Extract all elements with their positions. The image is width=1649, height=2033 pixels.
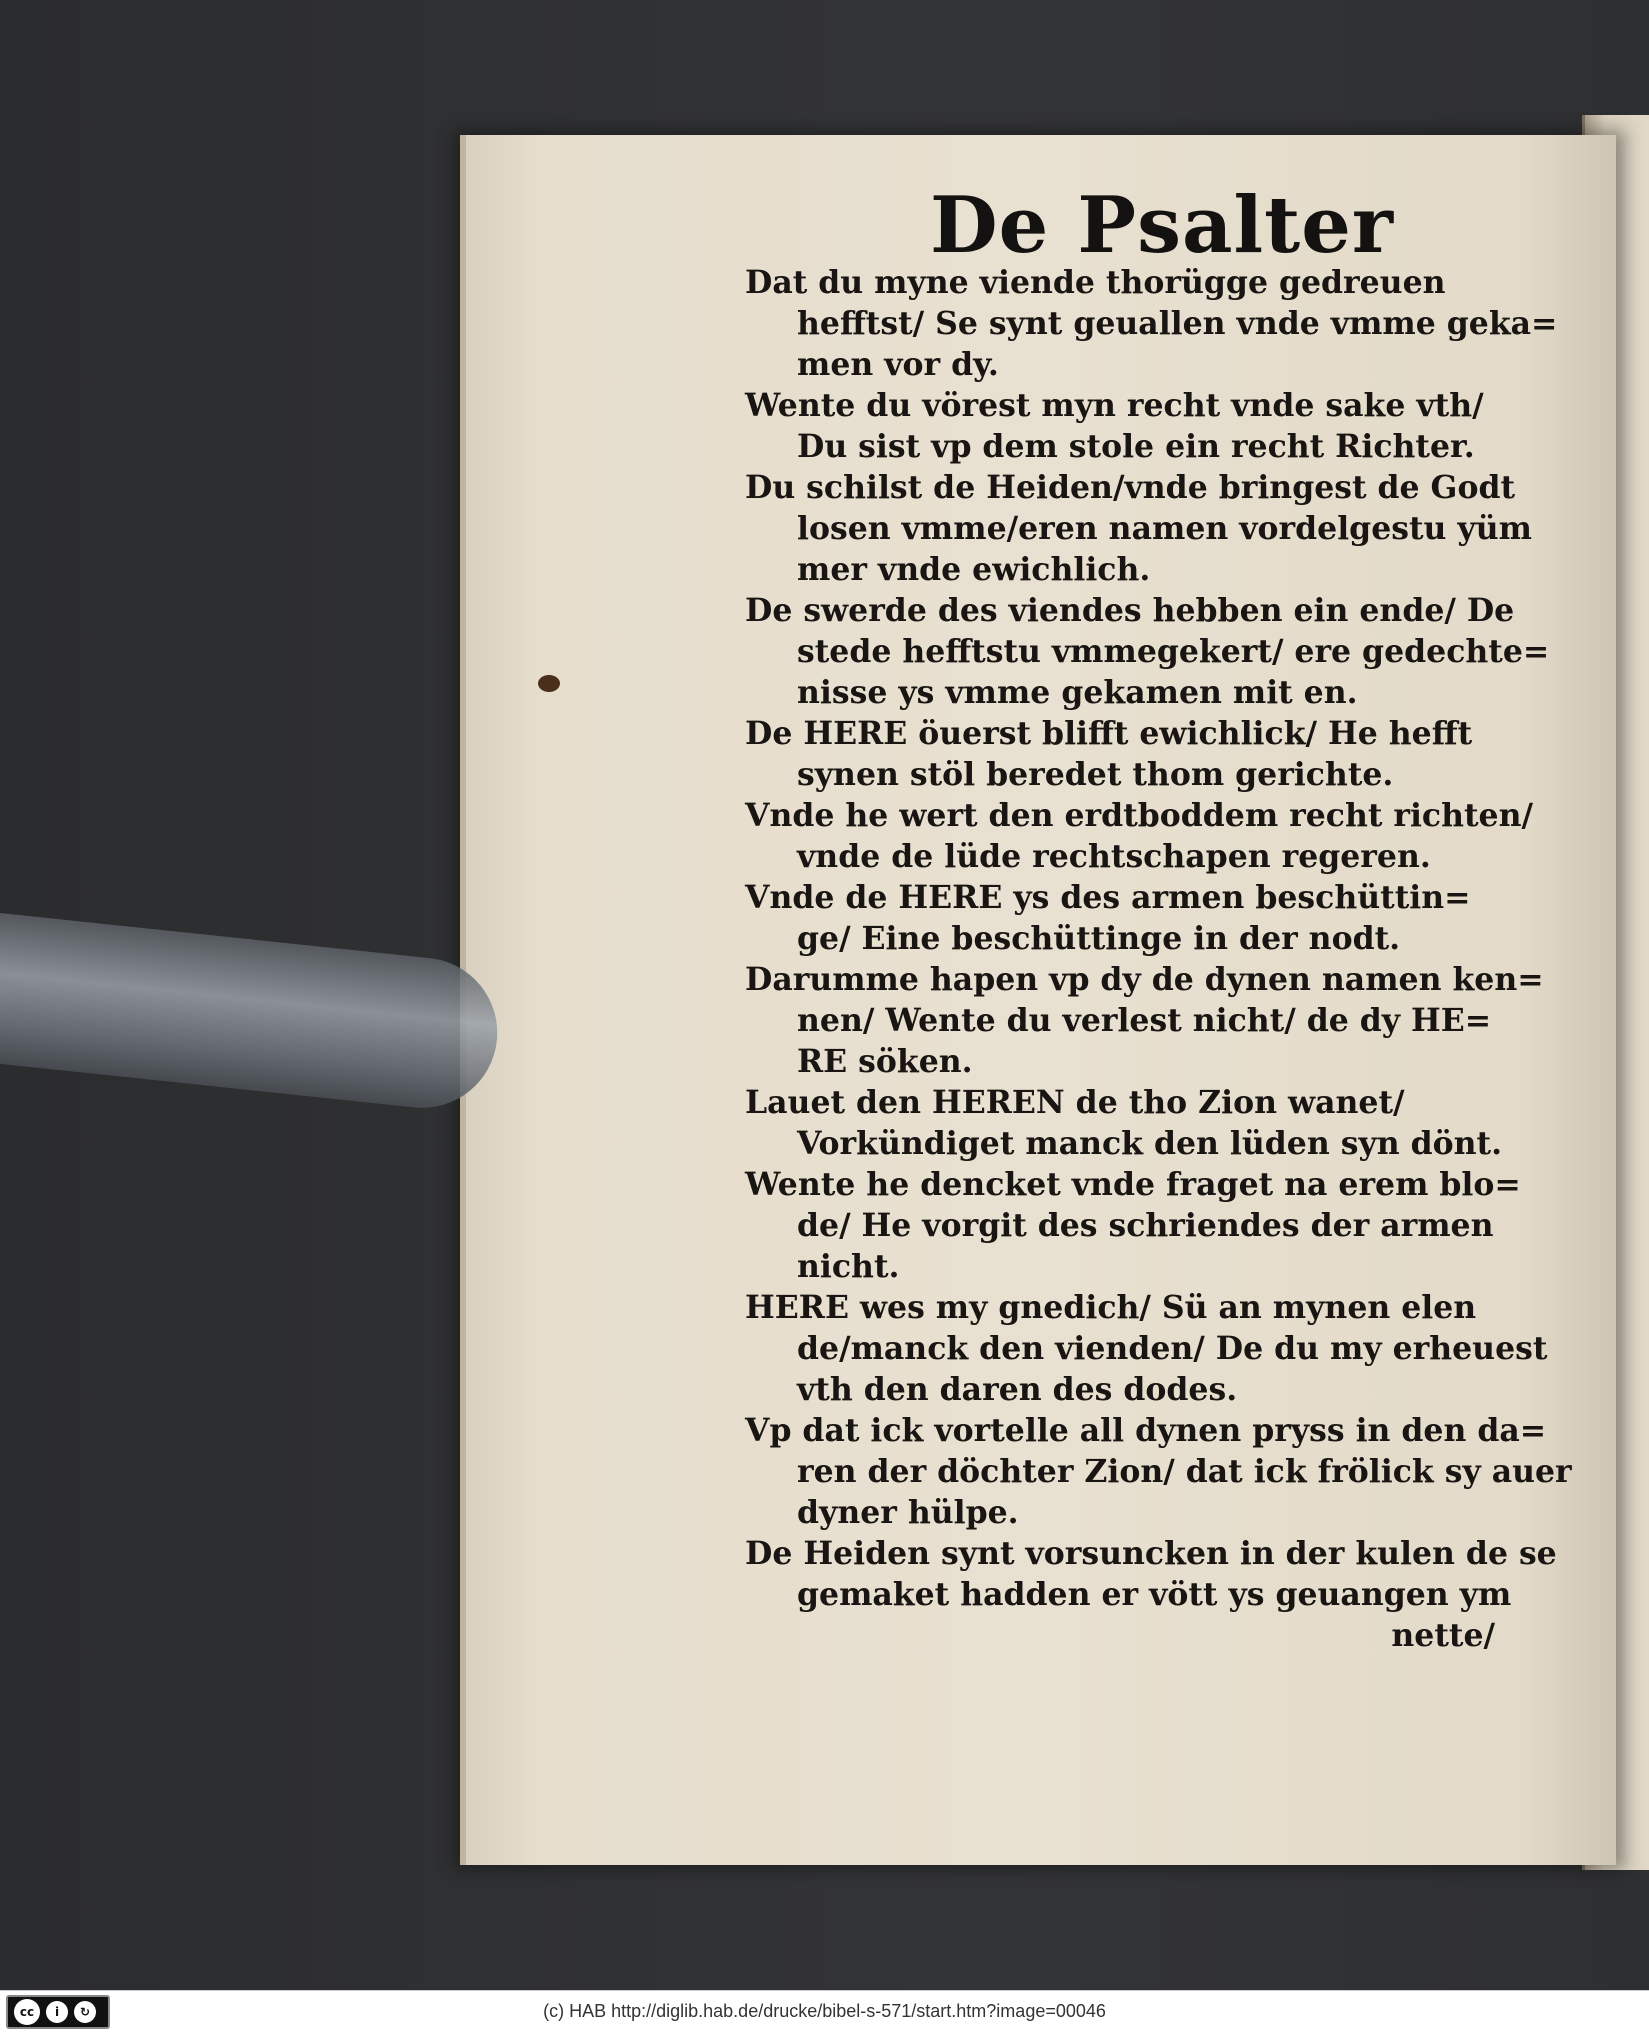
text-line: Vnde de HERE ys des armen beschüttin= [745, 879, 1471, 916]
text-line: nicht. [797, 1248, 900, 1285]
attribution-icon: i [46, 2001, 68, 2023]
text-line: mer vnde ewichlich. [797, 551, 1151, 588]
share-alike-icon: ↻ [74, 2001, 96, 2023]
text-line: Darumme hapen vp dy de dynen namen ken= [745, 961, 1544, 998]
text-line: Vp dat ick vortelle all dynen pryss in den da= [745, 1412, 1547, 1449]
text-line: Du sist vp dem stole ein recht Richter. [797, 428, 1475, 465]
footer-bar [0, 1990, 1649, 2033]
text-line: nen/ Wente du verlest nicht/ de dy HE= [797, 1002, 1492, 1039]
text-line: ge/ Eine beschüttinge in der nodt. [797, 920, 1401, 957]
text-line: de/manck den vienden/ De du my erheuest [797, 1330, 1548, 1367]
text-line: De Heiden synt vorsuncken in der kulen de se [745, 1535, 1557, 1572]
text-line: De swerde des viendes hebben ein ende/ De [745, 592, 1515, 629]
psalm-text [745, 262, 1572, 1656]
text-line: ren der döchter Zion/ dat ick frölick sy auer [797, 1453, 1572, 1490]
text-line: Wente he dencket vnde fraget na erem blo= [745, 1166, 1521, 1203]
text-line: De HERE öuerst blifft ewichlick/ He hefft [745, 715, 1473, 752]
text-line: men vor dy. [797, 346, 999, 383]
text-line: losen vmme/eren namen vordelgestu yüm [797, 510, 1532, 547]
text-line: stede hefftstu vmmegekert/ ere gedechte= [797, 633, 1550, 670]
text-line: Wente du vörest myn recht vnde sake vth/ [745, 387, 1484, 424]
text-line: RE söken. [797, 1043, 973, 1080]
text-line: hefftst/ Se synt geuallen vnde vmme geka= [797, 305, 1558, 342]
text-line: Dat du myne viende thorügge gedreuen [745, 264, 1446, 301]
text-line: dyner hülpe. [797, 1494, 1019, 1531]
text-line: Vnde he wert den erdtboddem recht richten/ [745, 797, 1534, 834]
ink-stain [538, 675, 560, 692]
text-line: Vorkündiget manck den lüden syn dönt. [797, 1125, 1503, 1162]
text-line: synen stöl beredet thom gerichte. [797, 756, 1394, 793]
credit-text: (c) HAB http://diglib.hab.de/drucke/bibel-s-571/start.htm?image=00046 [543, 2001, 1106, 2021]
text-line: Du schilst de Heiden/vnde bringest de Godt [745, 469, 1516, 506]
page-title: De Psalter [930, 180, 1394, 271]
catchword: nette/ [1391, 1617, 1495, 1654]
text-line: vnde de lüde rechtschapen regeren. [797, 838, 1431, 875]
cc-icon: cc [14, 1999, 40, 2025]
text-line: nisse ys vmme gekamen mit en. [797, 674, 1358, 711]
text-line: Lauet den HEREN de tho Zion wanet/ [745, 1084, 1405, 1121]
text-line: HERE wes my gnedich/ Sü an mynen elen [745, 1289, 1477, 1326]
text-line: vth den daren des dodes. [797, 1371, 1238, 1408]
text-line: de/ He vorgit des schriendes der armen [797, 1207, 1494, 1244]
text-line: gemaket hadden er vött ys geuangen ym [797, 1576, 1512, 1613]
